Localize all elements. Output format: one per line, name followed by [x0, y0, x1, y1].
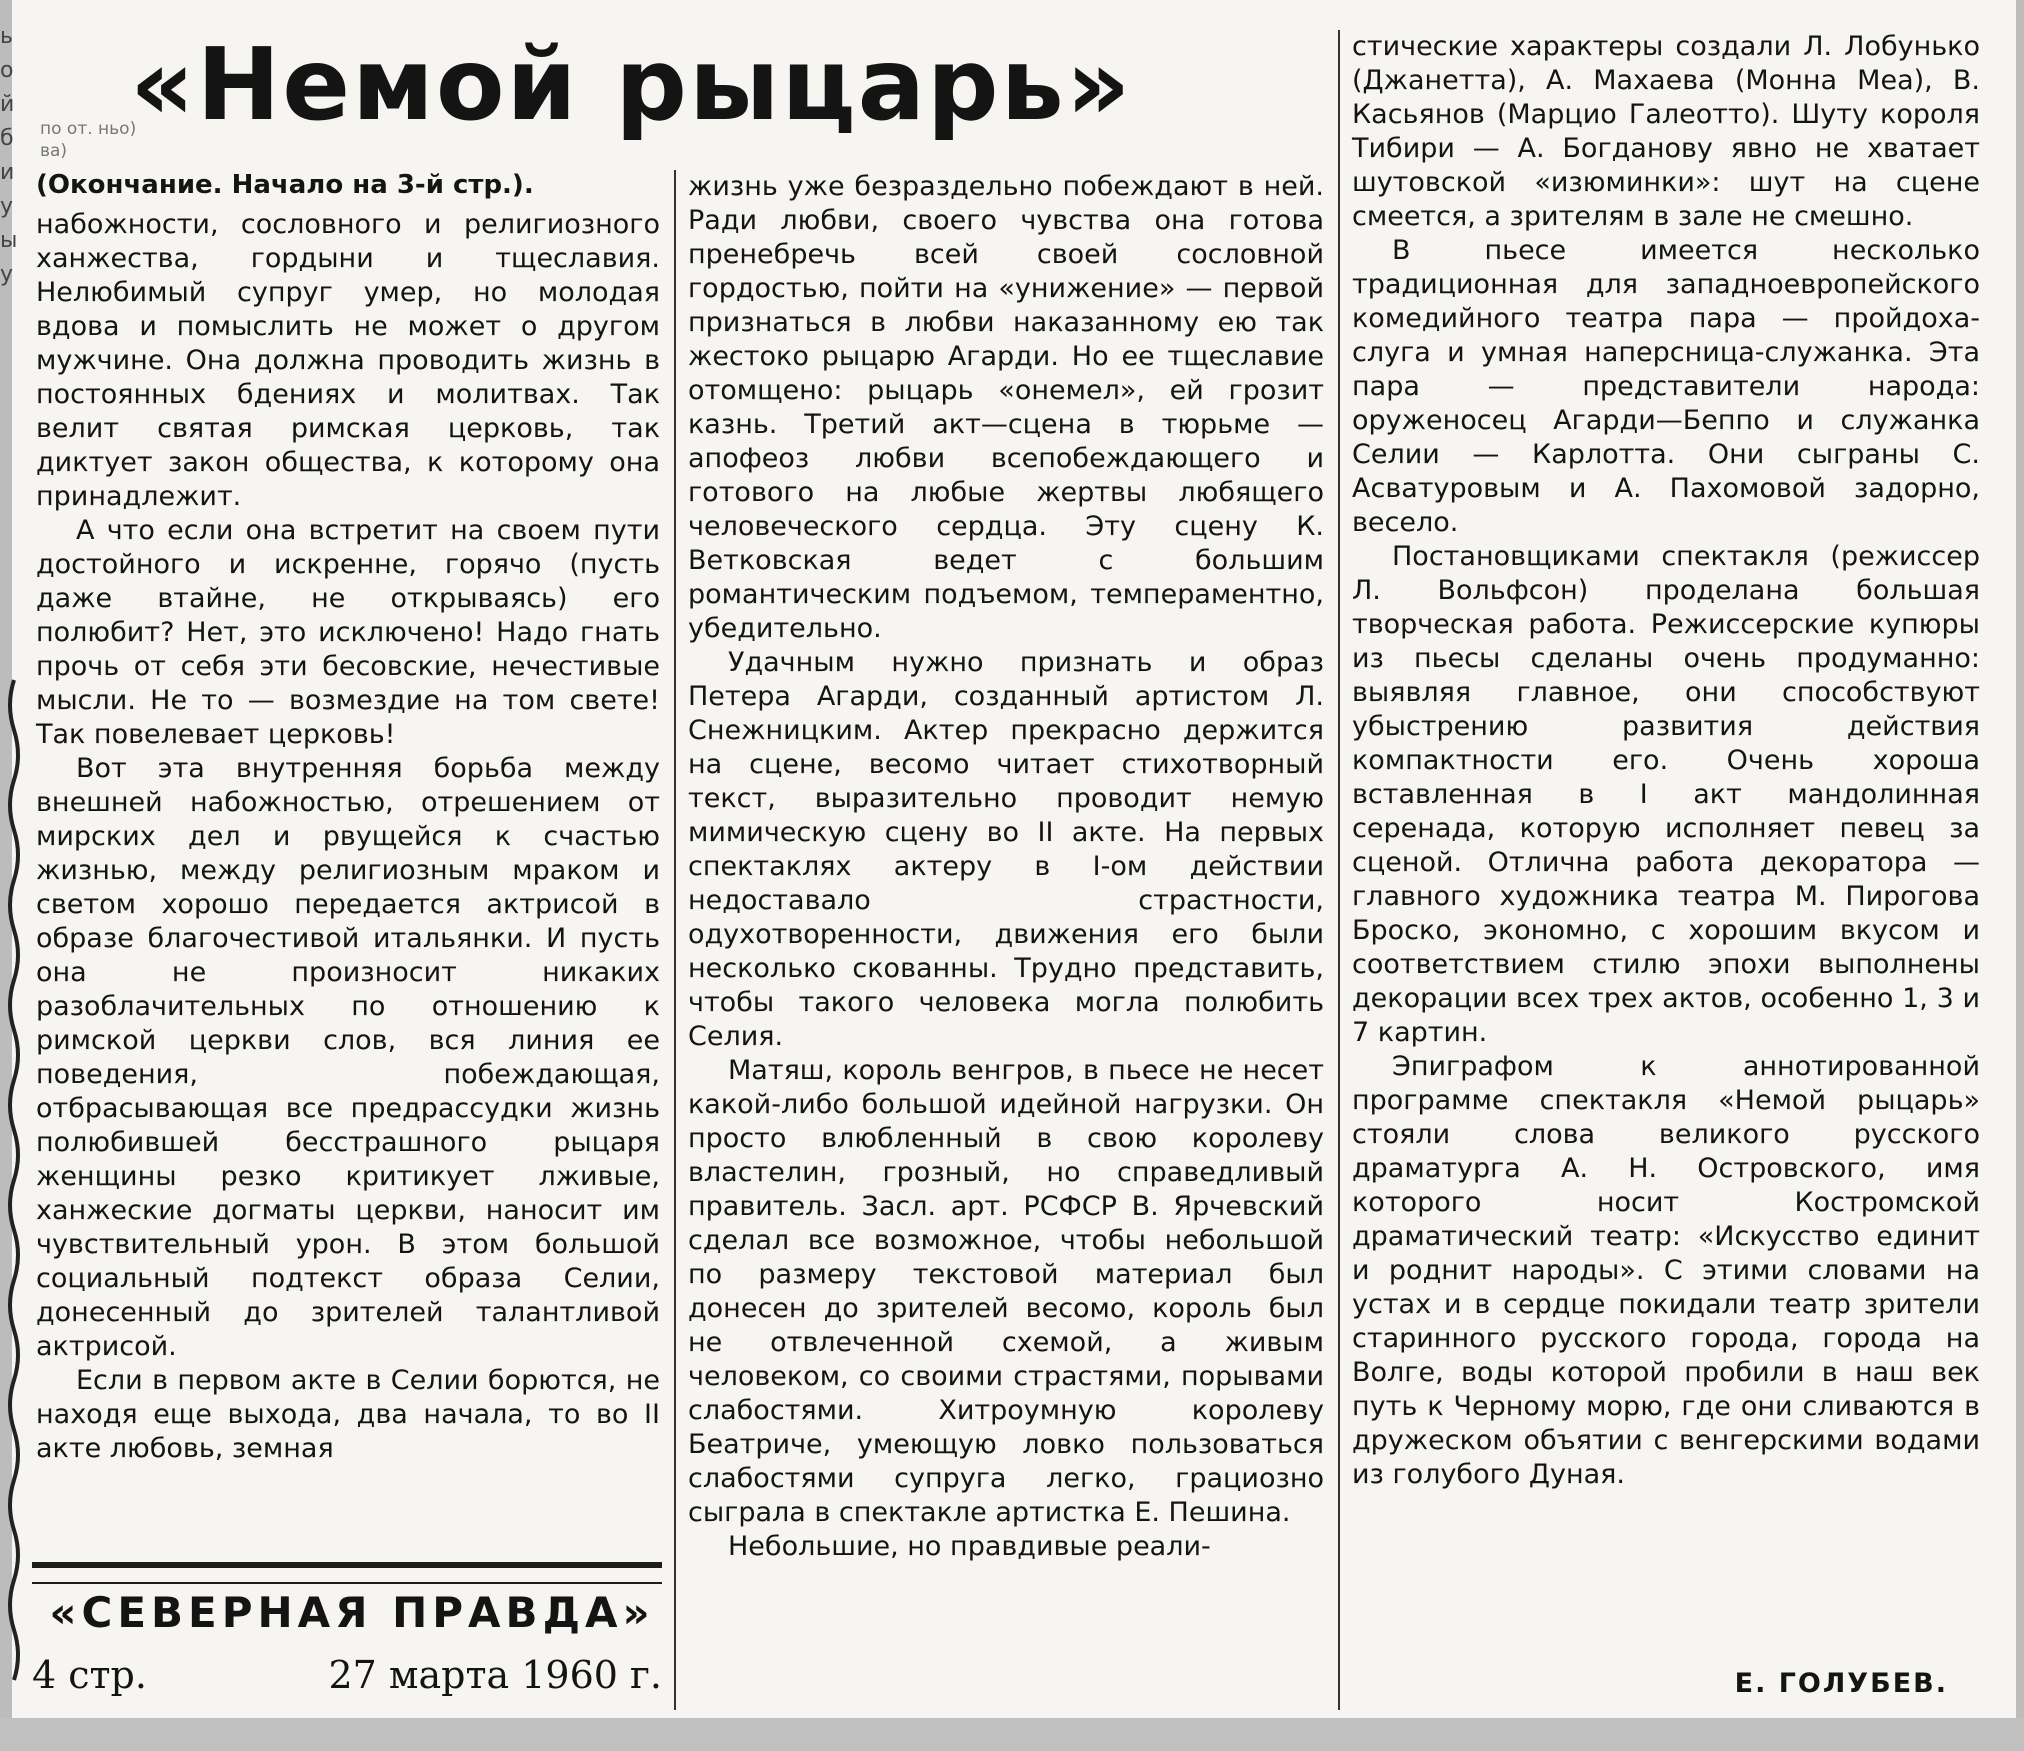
column-divider: [1338, 30, 1340, 1710]
paragraph: А что если она встретит на своем пути достойного и искренне, горячо (пусть даже втайне, не открываясь) его полюбит? Нет, это исключено! Надо гнать прочь от себя эти бесовские, нечестивые мысли. Не то — возмездие на том свете! Так повелевает церковь!: [36, 515, 660, 750]
paragraph: В пьесе имеется несколько традиционная для западноевропейского комедийного театра пара — пройдоха-слуга и умная наперсница-служанка. Эта пара — представители народа: оруженосец Агарди—Беппо и служанка Селии — Карлотта. Они сыграны С. Асватуровым и А. Пахомовой задорно, весело.: [1352, 235, 1980, 538]
paragraph: Постановщиками спектакля (режиссер Л. Вольфсон) проделана большая творческая работа. Режиссерские купюры из пьесы сделаны очень продуманно: выявляя главное, они способствуют убыстрению развития действия компактности его. Очень хороша вставленная в I акт мандолинная серенада, которую исполняет певец за сценой. Отлична работа декоратора — главного художника театра М. Пирогова Броско, экономно, с хорошим вкусом и соответствием стилю эпохи выполнены декорации всех трех актов, особенно 1, 3 и 7 картин.: [1352, 541, 1980, 1048]
column-divider: [674, 170, 676, 1710]
publication-date: 27 марта 1960 г.: [328, 1653, 662, 1697]
footer-rule: [32, 1562, 662, 1584]
scan-border: [0, 1718, 2024, 1751]
article-author: Е. ГОЛУБЕВ.: [1734, 1668, 1948, 1699]
paragraph: Матяш, король венгров, в пьесе не несет какой-либо большой идейной нагрузки. Он просто влюбленный в свою королеву властелин, грозный, но справедливый правитель. Засл. арт. РСФСР В. Ярчевский сделал все возможное, чтобы небольшой по размеру текстовой материал был донесен до зрителей весомо, король был не отвлеченной схемой, а живым человеком, со своими страстями, порывами слабостями. Хитроумную королеву Беатриче, умеющую ловко пользоваться слабостями супруга легко, грациозно сыграла в спектакле артистка Е. Пешина.: [688, 1055, 1324, 1528]
paragraph: жизнь уже безраздельно побеждают в ней. Ради любви, своего чувства она готова пренебречь всей своей сословной гордостью, пойти на «унижение» — первой признаться в любви наказанному ею так жестоко рыцарю Агарди. Но ее тщеславие отомщено: рыцарь «онемел», ей грозит казнь. Третий акт—сцена в тюрьме — апофеоз любви всепобеждающего и готового на любые жертвы любящего человеческого сердца. Эту сцену К. Ветковская ведет с большим романтическим подъемом, темпераментно, убедительно.: [688, 171, 1324, 644]
paragraph: Если в первом акте в Селии борются, не находя еще выхода, два начала, то во II акте любовь, земная: [36, 1365, 660, 1464]
paragraph: Вот эта внутренняя борьба между внешней набожностью, отрешением от мирских дел и рвущейся к счастью жизнью, между религиозным мраком и светом хорошо передается актрисой в образе благочестивой итальянки. И пусть она не произносит никаких разоблачительных по отношению к римской церкви слов, вся линия ее поведения, побеждающая, отбрасывающая все предрассудки жизнь полюбившей бесстрашного рыцаря женщины резко критикует лживые, ханжеские догматы церкви, наносит им чувствительный урон. В этом большой социальный подтекст образа Селии, донесенный до зрителей талантливой актрисой.: [36, 753, 660, 1362]
paragraph: набожности, сословного и религиозного ханжества, гордыни и тщеславия. Нелюбимый супруг умер, но молодая вдова и помыслить не может о другом мужчине. Она должна проводить жизнь в постоянных бдениях и молитвах. Так велит святая римская церковь, так диктует закон общества, к которому она принадлежит.: [36, 209, 660, 512]
adjacent-column-border: [4, 680, 24, 1680]
page-number: 4 стр.: [32, 1653, 147, 1697]
article-column-3: [1352, 30, 1980, 1492]
paragraph: Небольшие, но правдивые реали-: [728, 1531, 1211, 1562]
paragraph: стические характеры создали Л. Лобунько (Джанетта), А. Махаева (Монна Меа), В. Касьянов (Марцио Галеотто). Шуту короля Тибири — А. Богданову явно не хватает шутовской «изюминки»: шут на сцене смеется, а зрителям в зале не смешно.: [1352, 31, 1980, 232]
paragraph: Удачным нужно признать и образ Петера Агарди, созданный артистом Л. Снежницким. Актер прекрасно держится на сцене, весомо читает стихотворный текст, выразительно проводит немую мимическую сцену во II акте. На первых спектаклях актеру в I-ом действии недоставало страстности, одухотворенности, движения его были несколько скованны. Трудно представить, чтобы такого человека могла полюбить Селия.: [688, 647, 1324, 1052]
article-title: «Немой рыцарь»: [130, 26, 1133, 143]
article-column-1: [36, 168, 660, 1466]
paragraph: Эпиграфом к аннотированной программе спектакля «Немой рыцарь» стояли слова великого русского драматурга А. Н. Островского, имя которого носит Костромской драматический театр: «Искусство единит и роднит народы». С этими словами на устах и в сердце покидали театр зрители старинного русского города, города на Волге, воды которой пробили в наш век путь к Черному морю, где они сливаются в дружеском объятии с венгерскими водами из голубого Дуная.: [1352, 1051, 1980, 1490]
newspaper-name: «СЕВЕРНАЯ ПРАВДА»: [49, 1588, 655, 1637]
adjacent-column-fragment: ь о й б и у ы у: [0, 24, 18, 287]
article-column-2: [688, 170, 1324, 1564]
bleed-through-text: по от. ньо) ва): [40, 119, 137, 161]
article-subtitle: (Окончание. Начало на 3-й стр.).: [36, 170, 534, 200]
page-info: [32, 1650, 662, 1700]
